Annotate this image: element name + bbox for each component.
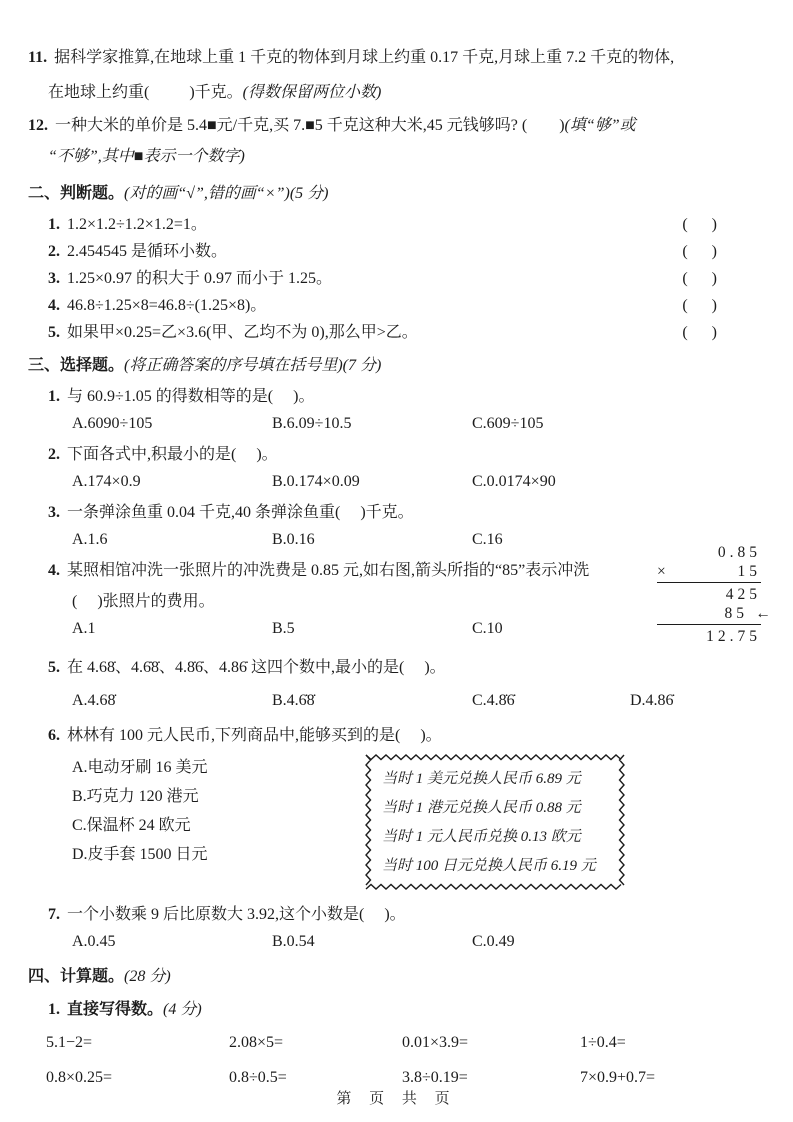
goods-option-a: A.电动牙刷 16 美元 (72, 759, 208, 776)
choice-7-text: 一个小数乘 9 后比原数大 3.92,这个小数是( )。 (67, 906, 406, 923)
goods-option-d: D.皮手套 1500 日元 (72, 846, 208, 863)
option-a: A.4.68̇ (72, 692, 116, 709)
calc-section-title: 四、计算题。 (28, 968, 125, 985)
judge-item-text: 46.8÷1.25×8=46.8÷(1.25×8)。 (67, 297, 267, 314)
choice-7-options (72, 928, 763, 955)
paper-content (28, 44, 771, 1091)
choice-3-stem (48, 499, 763, 526)
option-b: B.0.16 (272, 531, 315, 548)
option-c: C.0.49 (472, 933, 515, 950)
multiplier-row (657, 562, 761, 581)
multiplier: 15 (737, 563, 761, 580)
answer-bracket: ( ) (682, 243, 717, 260)
partial-product-2 (657, 604, 771, 623)
calc-section-header (28, 963, 763, 990)
rule-line (657, 582, 761, 583)
choice-3-text: 一条弹涂鱼重 0.04 千克,40 条弹涂鱼重( )千克。 (67, 504, 414, 521)
expression: 5.1−2= (46, 1034, 93, 1051)
judge-item-number: 2. (48, 243, 60, 260)
expression: 3.8÷0.19= (402, 1069, 468, 1086)
question-11-line1 (28, 44, 763, 71)
choice-4-number: 4. (48, 562, 60, 579)
choice-5-stem (48, 654, 763, 681)
judge-section-title: 二、判断题。 (28, 185, 125, 202)
option-b: B.0.174×0.09 (272, 473, 360, 490)
choice-6-goods-list (72, 753, 364, 891)
choice-section-title: 三、选择题。 (28, 357, 125, 374)
choice-5-options (72, 687, 763, 714)
exchange-rate-hkd: 当时 1 港元兑换人民币 0.88 元 (382, 800, 581, 816)
choice-6-stem (48, 722, 763, 749)
judge-item-4 (48, 292, 763, 319)
expression: 0.8×0.25= (46, 1069, 113, 1086)
question-11-blank: 在地球上约重( )千克。 (48, 84, 243, 101)
option-c: C.609÷105 (472, 415, 544, 432)
choice-6-text: 林林有 100 元人民币,下列商品中,能够买到的是( )。 (67, 727, 442, 744)
judge-item-text: 2.454545 是循环小数。 (67, 243, 228, 260)
answer-bracket: ( ) (682, 297, 717, 314)
expression: 7×0.9+0.7= (580, 1069, 656, 1086)
multiplicand: 0.85 (717, 544, 761, 561)
choice-2-options (72, 468, 763, 495)
judge-item-1 (48, 211, 763, 238)
choice-7-stem (48, 901, 763, 928)
exchange-rate-usd: 当时 1 美元兑换人民币 6.89 元 (382, 771, 581, 787)
exchange-rate-jpy: 当时 100 日元兑换人民币 6.19 元 (382, 858, 596, 874)
choice-1-stem (48, 383, 763, 410)
option-a: A.174×0.9 (72, 473, 141, 490)
product-result: 12.75 (706, 628, 761, 645)
judge-item-number: 5. (48, 324, 60, 341)
judge-item-number: 3. (48, 270, 60, 287)
calc-sub-header (48, 996, 763, 1023)
question-11-line2 (48, 79, 763, 106)
question-12-line2 (48, 143, 763, 170)
multiply-sign: × (657, 563, 670, 580)
goods-option-c: C.保温杯 24 欧元 (72, 817, 191, 834)
page-footer: 第 页 共 页 (336, 1091, 457, 1107)
rule-line (657, 624, 761, 625)
choice-2-number: 2. (48, 446, 60, 463)
choice-1-options (72, 410, 763, 437)
judge-item-text: 如果甲×0.25=乙×3.6(甲、乙均不为 0),那么甲>乙。 (67, 324, 418, 341)
choice-4-stem-line1 (48, 557, 763, 584)
choice-2-stem (48, 441, 763, 468)
choice-2-text: 下面各式中,积最小的是( )。 (67, 446, 278, 463)
expression: 0.8÷0.5= (229, 1069, 287, 1086)
calc-sub-number: 1. (48, 1001, 60, 1018)
option-b: B.4.6̇8̇ (272, 692, 315, 709)
option-d: D.4.86̇ (630, 692, 674, 709)
choice-5-number: 5. (48, 659, 60, 676)
judge-item-text: 1.25×0.97 的积大于 0.97 而小于 1.25。 (67, 270, 333, 287)
question-12-note-end: “不够”,其中■表示一个数字) (48, 148, 245, 165)
answer-bracket: ( ) (682, 324, 717, 341)
question-12-number: 12. (28, 117, 48, 134)
option-a: A.6090÷105 (72, 415, 153, 432)
exchange-rate-eur: 当时 1 元人民币兑换 0.13 欧元 (382, 829, 581, 845)
option-a: A.0.45 (72, 933, 116, 950)
choice-1-text: 与 60.9÷1.05 的得数相等的是( )。 (67, 388, 315, 405)
choice-4-text-wrap: ( )张照片的费用。 (72, 593, 215, 610)
judge-section-note: (对的画“√”,错的画“×”)(5 分) (124, 185, 329, 202)
judge-item-3 (48, 265, 763, 292)
choice-section-header (28, 352, 763, 379)
question-12-text: 一种大米的单价是 5.4■元/千克,买 7.■5 千克这种大米,45 元钱够吗? ( ) (55, 117, 565, 134)
option-c: C.16 (472, 531, 503, 548)
option-b: B.6.09÷10.5 (272, 415, 352, 432)
choice-4-text: 某照相馆冲洗一张照片的冲洗费是 0.85 元,如右图,箭头所指的“85”表示冲洗 (67, 562, 590, 579)
calc-row-1 (46, 1029, 763, 1056)
judge-item-number: 4. (48, 297, 60, 314)
choice-6-body (72, 753, 763, 891)
option-a: A.1 (72, 620, 96, 637)
judge-item-2 (48, 238, 763, 265)
choice-4 (28, 544, 771, 645)
option-c: C.0.0174×90 (472, 473, 556, 490)
option-b: B.0.54 (272, 933, 315, 950)
goods-option-b: B.巧克力 120 港元 (72, 788, 199, 805)
choice-7-number: 7. (48, 906, 60, 923)
answer-bracket: ( ) (682, 270, 717, 287)
expression: 0.01×3.9= (402, 1034, 469, 1051)
calc-sub-note: (4 分) (163, 1001, 202, 1018)
question-11-text: 据科学家推算,在地球上重 1 千克的物体到月球上约重 0.17 千克,月球上重 7.2 千克的物体, (54, 49, 675, 66)
calc-section-note: (28 分) (124, 968, 171, 985)
choice-5-text: 在 4.68̇、4.6̇8̇、4.8̇6̇、4.86̇ 这四个数中,最小的是( )。 (67, 659, 446, 676)
question-12-line1 (28, 112, 763, 139)
question-11-number: 11. (28, 49, 48, 66)
expression: 1÷0.4= (580, 1034, 626, 1051)
partial-product-2-digits: 85 (724, 605, 748, 622)
expression: 2.08×5= (229, 1034, 284, 1051)
multiplication-work (657, 543, 771, 646)
choice-1-number: 1. (48, 388, 60, 405)
left-arrow-icon: ← (755, 605, 771, 622)
option-c: C.4.8̇6̇ (472, 692, 515, 709)
judge-item-number: 1. (48, 216, 60, 233)
judge-section-header (28, 180, 763, 207)
partial-product-1: 425 (725, 586, 761, 603)
choice-6-number: 6. (48, 727, 60, 744)
choice-section-note: (将正确答案的序号填在括号里)(7 分) (124, 357, 382, 374)
option-b: B.5 (272, 620, 295, 637)
calc-sub-title: 直接写得数。 (67, 1001, 164, 1018)
answer-bracket: ( ) (682, 216, 717, 233)
judge-item-5 (48, 319, 763, 346)
question-11-note: (得数保留两位小数) (242, 84, 382, 101)
choice-3-number: 3. (48, 504, 60, 521)
option-a: A.1.6 (72, 531, 108, 548)
judge-item-text: 1.2×1.2÷1.2×1.2=1。 (67, 216, 207, 233)
exchange-rate-box (364, 753, 626, 891)
option-c: C.10 (472, 620, 503, 637)
question-12-note-start: (填“够”或 (564, 117, 636, 134)
